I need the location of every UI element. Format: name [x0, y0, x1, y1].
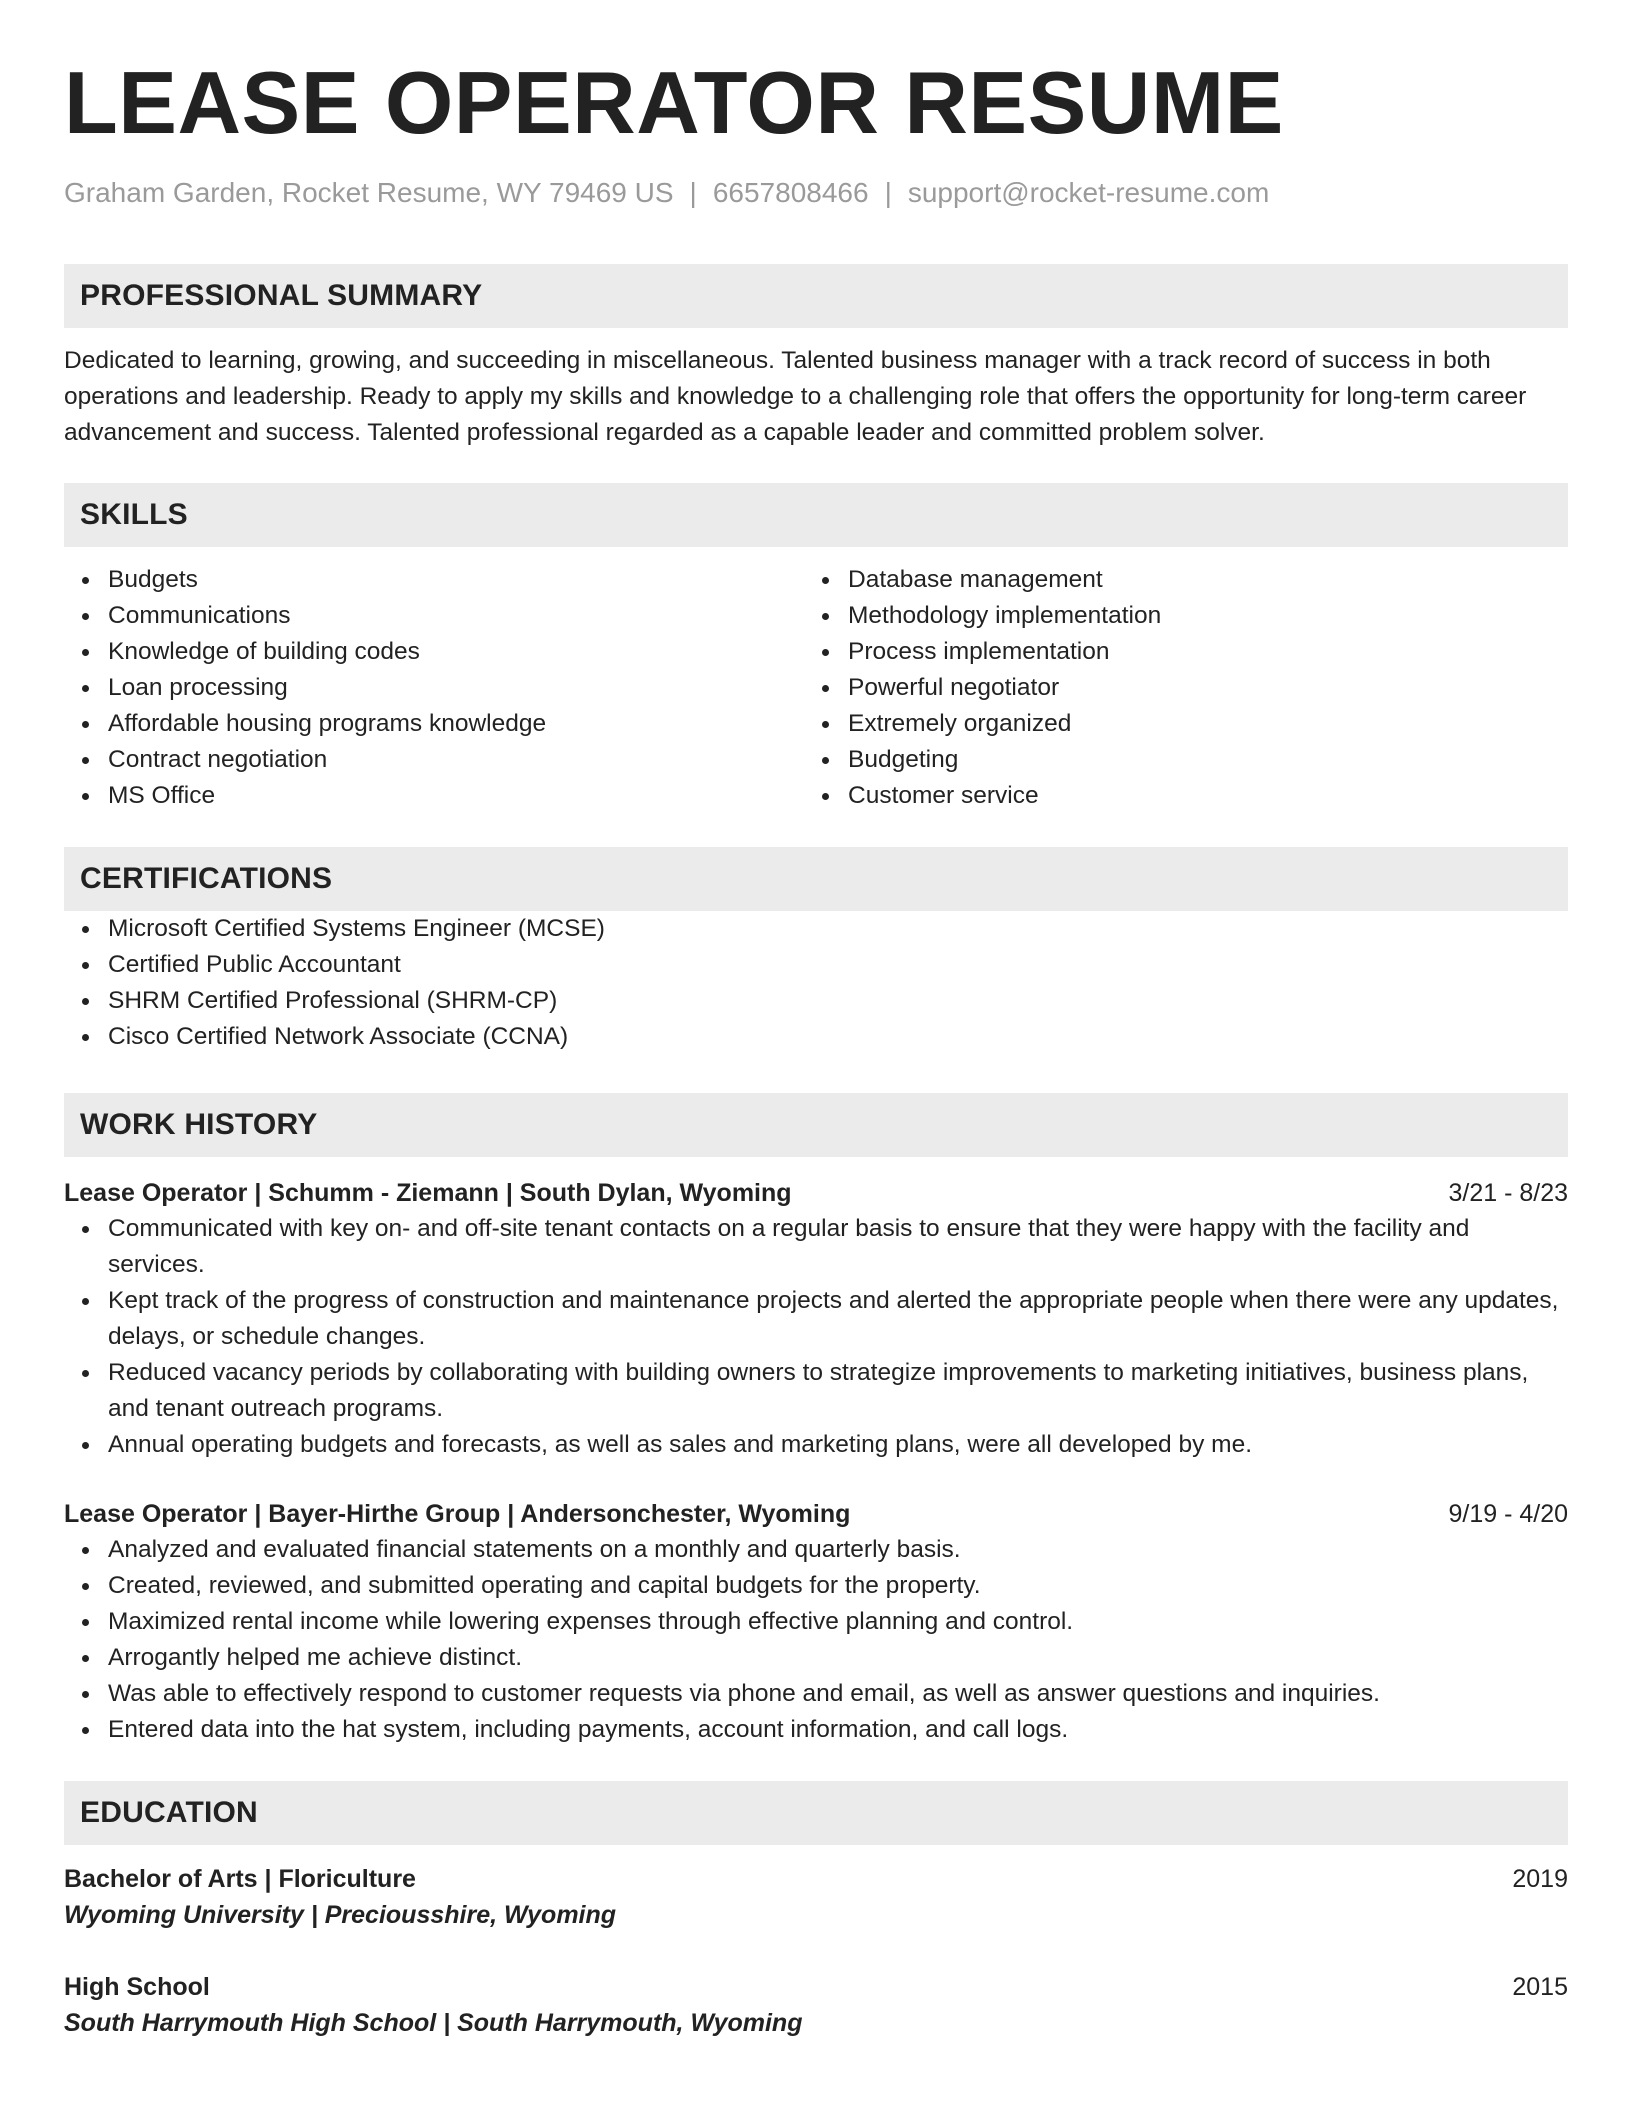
education-school: Wyoming University | Preciousshire, Wyoming	[64, 1901, 617, 1929]
certifications-list	[64, 911, 1568, 1055]
skills-column-right	[804, 562, 1544, 814]
job-bullet	[64, 1640, 1568, 1676]
summary-text: Dedicated to learning, growing, and succeeding in miscellaneous. Talented business manager with a track record of success in both operations and leadership. Ready to apply my skills and knowledge to a challenging role that offers the opportunity for long-term career advancement and success. Talented professional regarded as a capable leader and committed problem solver.	[64, 347, 1527, 446]
contact-line	[64, 176, 1568, 210]
bullet-icon	[822, 757, 829, 764]
contact-separator: |	[689, 177, 697, 208]
skills-heading: SKILLS	[64, 483, 1568, 547]
skill-label: Communications	[108, 602, 291, 629]
contact-phone: 6657808466	[712, 177, 869, 208]
job-header	[64, 1496, 1568, 1532]
skill-label: Affordable housing programs knowledge	[108, 710, 547, 737]
bullet-icon	[82, 926, 89, 933]
job-bullet-list	[64, 1211, 1568, 1463]
skill-item	[804, 634, 1544, 670]
job-bullet	[64, 1604, 1568, 1640]
job-bullet-text: Maximized rental income while lowering expenses through effective planning and control.	[108, 1608, 1074, 1635]
bullet-icon	[82, 757, 89, 764]
contact-separator: |	[884, 177, 892, 208]
certification-item	[64, 983, 1568, 1019]
skill-item	[804, 598, 1544, 634]
bullet-icon	[82, 577, 89, 584]
summary-heading: PROFESSIONAL SUMMARY	[64, 264, 1568, 328]
job-dates: 9/19 - 4/20	[1448, 1500, 1568, 1528]
skill-item	[64, 598, 804, 634]
skill-item	[64, 778, 804, 814]
skill-label: Knowledge of building codes	[108, 638, 420, 665]
job-bullet	[64, 1283, 1568, 1355]
bullet-icon	[82, 1442, 89, 1449]
skill-label: Database management	[848, 566, 1103, 593]
bullet-icon	[82, 721, 89, 728]
bullet-icon	[82, 1655, 89, 1662]
job-bullet-text: Analyzed and evaluated financial statements on a monthly and quarterly basis.	[108, 1536, 961, 1563]
bullet-icon	[82, 1034, 89, 1041]
certification-label: Cisco Certified Network Associate (CCNA)	[108, 1023, 569, 1050]
job-bullet-text: Created, reviewed, and submitted operating and capital budgets for the property.	[108, 1572, 981, 1599]
contact-address: Graham Garden, Rocket Resume, WY 79469 US	[64, 177, 674, 208]
bullet-icon	[82, 649, 89, 656]
bullet-icon	[82, 1547, 89, 1554]
skill-item	[804, 562, 1544, 598]
work-history-heading: WORK HISTORY	[64, 1093, 1568, 1157]
bullet-icon	[822, 577, 829, 584]
skill-item	[64, 634, 804, 670]
job-dates: 3/21 - 8/23	[1448, 1179, 1568, 1207]
bullet-icon	[82, 998, 89, 1005]
job-bullet-list	[64, 1532, 1568, 1748]
education-entry	[64, 1861, 1568, 1933]
bullet-icon	[82, 1619, 89, 1626]
bullet-icon	[82, 1298, 89, 1305]
skill-label: Customer service	[848, 782, 1039, 809]
certification-item	[64, 1019, 1568, 1055]
job-bullet	[64, 1355, 1568, 1427]
skill-label: Methodology implementation	[848, 602, 1162, 629]
job-bullet-text: Was able to effectively respond to customer requests via phone and email, as well as answer questions and inquiries.	[108, 1680, 1380, 1707]
bullet-icon	[822, 793, 829, 800]
education-header	[64, 1861, 1568, 1897]
bullet-icon	[822, 685, 829, 692]
skill-item	[64, 742, 804, 778]
job-bullet-text: Communicated with key on- and off-site tenant contacts on a regular basis to ensure that they were happy with the facility and services.	[108, 1215, 1470, 1278]
job-bullet	[64, 1427, 1568, 1463]
skill-item	[804, 778, 1544, 814]
job-bullet-text: Kept track of the progress of construction and maintenance projects and alerted the appropriate people when there were any updates, delays, or schedule changes.	[108, 1287, 1559, 1350]
skills-list-left	[64, 562, 804, 814]
job-bullet	[64, 1568, 1568, 1604]
job-bullet	[64, 1712, 1568, 1748]
certification-label: Certified Public Accountant	[108, 951, 401, 978]
certification-item	[64, 911, 1568, 947]
skill-item	[804, 706, 1544, 742]
job-bullet	[64, 1211, 1568, 1283]
skill-label: Budgets	[108, 566, 198, 593]
skill-item	[64, 670, 804, 706]
job-title: Lease Operator | Schumm - Ziemann | South Dylan, Wyoming	[64, 1179, 792, 1207]
skill-item	[804, 670, 1544, 706]
bullet-icon	[822, 649, 829, 656]
certification-label: Microsoft Certified Systems Engineer (MCSE)	[108, 915, 605, 942]
skill-label: Powerful negotiator	[848, 674, 1060, 701]
bullet-icon	[82, 793, 89, 800]
education-degree: Bachelor of Arts | Floriculture	[64, 1865, 416, 1893]
contact-email: support@rocket-resume.com	[907, 177, 1270, 208]
job-entry	[64, 1175, 1568, 1463]
skills-column-left	[64, 562, 804, 814]
bullet-icon	[82, 613, 89, 620]
education-year: 2015	[1512, 1973, 1568, 2001]
skill-label: Process implementation	[848, 638, 1110, 665]
job-bullet	[64, 1676, 1568, 1712]
skill-label: Extremely organized	[848, 710, 1072, 737]
bullet-icon	[82, 1691, 89, 1698]
education-heading: EDUCATION	[64, 1781, 1568, 1845]
job-bullet-text: Arrogantly helped me achieve distinct.	[108, 1644, 522, 1671]
skill-item	[804, 742, 1544, 778]
skill-label: MS Office	[108, 782, 216, 809]
job-bullet-text: Entered data into the hat system, including payments, account information, and call logs.	[108, 1716, 1069, 1743]
skill-label: Loan processing	[108, 674, 288, 701]
job-bullet-text: Reduced vacancy periods by collaborating with building owners to strategize improvements to marketing initiatives, business plans, and tenant outreach programs.	[108, 1359, 1529, 1422]
job-title: Lease Operator | Bayer-Hirthe Group | Andersonchester, Wyoming	[64, 1500, 851, 1528]
skill-label: Contract negotiation	[108, 746, 328, 773]
bullet-icon	[82, 962, 89, 969]
skills-list-right	[804, 562, 1544, 814]
job-bullet-text: Annual operating budgets and forecasts, as well as sales and marketing plans, were all developed by me.	[108, 1431, 1253, 1458]
education-header	[64, 1969, 1568, 2005]
education-degree: High School	[64, 1973, 210, 2001]
bullet-icon	[822, 613, 829, 620]
bullet-icon	[82, 1583, 89, 1590]
job-header	[64, 1175, 1568, 1211]
job-entry	[64, 1496, 1568, 1748]
bullet-icon	[82, 1226, 89, 1233]
certification-label: SHRM Certified Professional (SHRM-CP)	[108, 987, 558, 1014]
skills-grid	[64, 562, 1568, 814]
bullet-icon	[82, 1370, 89, 1377]
job-bullet	[64, 1532, 1568, 1568]
bullet-icon	[82, 685, 89, 692]
skill-item	[64, 562, 804, 598]
education-school: South Harrymouth High School | South Harrymouth, Wyoming	[64, 2009, 803, 2037]
skill-label: Budgeting	[848, 746, 959, 773]
certifications-heading: CERTIFICATIONS	[64, 847, 1568, 911]
bullet-icon	[822, 721, 829, 728]
resume-title: LEASE OPERATOR RESUME	[64, 53, 1284, 152]
education-entry	[64, 1969, 1568, 2041]
education-year: 2019	[1512, 1865, 1568, 1893]
certification-item	[64, 947, 1568, 983]
skill-item	[64, 706, 804, 742]
bullet-icon	[82, 1727, 89, 1734]
